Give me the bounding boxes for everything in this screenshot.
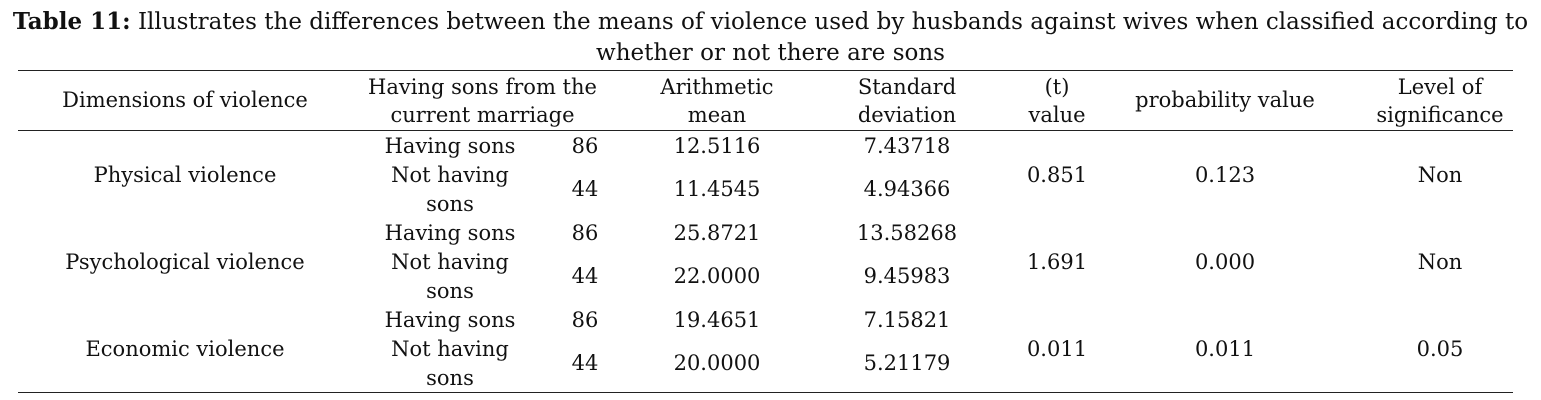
not-having-sd: 5.21179: [863, 351, 951, 375]
significance-level: 0.05: [1416, 337, 1464, 361]
not-having-count: 44: [571, 351, 599, 375]
t-value: 0.851: [1026, 163, 1088, 187]
header-sig-line2: significance: [1376, 103, 1504, 127]
probability-value: 0.000: [1194, 250, 1256, 274]
not-having-label-line2: sons: [426, 366, 474, 390]
having-sd: 13.58268: [856, 221, 958, 245]
dimension-label: Psychological violence: [65, 250, 305, 274]
header-sons-line1: Having sons from the: [368, 75, 597, 99]
not-having-label-line2: sons: [426, 279, 474, 303]
not-having-count: 44: [571, 177, 599, 201]
not-having-label-line1: Not having: [391, 337, 509, 361]
not-having-mean: 11.4545: [673, 177, 761, 201]
having-sons-label: Having sons: [384, 134, 516, 158]
top-rule: [18, 70, 1513, 71]
having-sd: 7.15821: [863, 308, 951, 332]
not-having-sd: 9.45983: [863, 264, 951, 288]
bottom-rule: [18, 392, 1513, 393]
header-t-line1: (t): [1044, 75, 1070, 99]
t-value: 1.691: [1026, 250, 1088, 274]
not-having-count: 44: [571, 264, 599, 288]
header-t-line2: value: [1028, 103, 1086, 127]
having-count: 86: [571, 221, 599, 245]
header-dimensions: Dimensions of violence: [62, 88, 308, 112]
having-mean: 12.5116: [673, 134, 761, 158]
probability-value: 0.123: [1194, 163, 1256, 187]
not-having-mean: 20.0000: [673, 351, 761, 375]
having-count: 86: [571, 134, 599, 158]
not-having-mean: 22.0000: [673, 264, 761, 288]
having-sd: 7.43718: [863, 134, 951, 158]
header-mean-line2: mean: [687, 103, 747, 127]
header-sons-line2: current marriage: [390, 103, 575, 127]
caption-text: Illustrates the differences between the means of violence used by husbands against wives when classified according to whether or not there are sons: [137, 9, 1529, 66]
header-sd-line1: Standard: [857, 75, 957, 99]
dimension-label: Economic violence: [85, 337, 285, 361]
having-sons-label: Having sons: [384, 221, 516, 245]
having-mean: 19.4651: [673, 308, 761, 332]
having-sons-label: Having sons: [384, 308, 516, 332]
header-rule: [18, 130, 1513, 131]
not-having-label-line1: Not having: [391, 250, 509, 274]
table-caption: [0, 6, 1541, 69]
not-having-label-line2: sons: [426, 192, 474, 216]
header-sd-line2: deviation: [857, 103, 957, 127]
having-mean: 25.8721: [673, 221, 761, 245]
t-value: 0.011: [1026, 337, 1088, 361]
not-having-label-line1: Not having: [391, 163, 509, 187]
dimension-label: Physical violence: [93, 163, 277, 187]
having-count: 86: [571, 308, 599, 332]
header-probability: probability value: [1135, 88, 1315, 112]
caption-label: Table 11:: [12, 8, 131, 35]
header-mean-line1: Arithmetic: [660, 75, 774, 99]
probability-value: 0.011: [1194, 337, 1256, 361]
significance-level: Non: [1417, 250, 1463, 274]
not-having-sd: 4.94366: [863, 177, 951, 201]
significance-level: Non: [1417, 163, 1463, 187]
header-sig-line1: Level of: [1397, 75, 1483, 99]
